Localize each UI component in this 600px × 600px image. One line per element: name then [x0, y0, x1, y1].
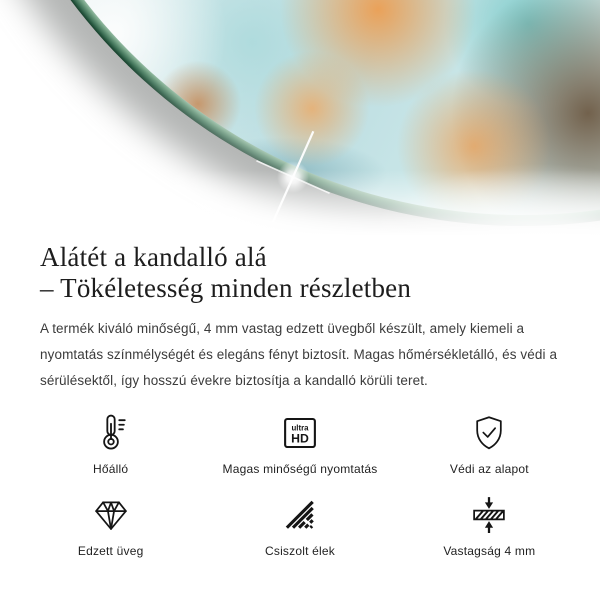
features-grid — [0, 410, 600, 558]
shield-check-icon — [468, 412, 510, 454]
product-image — [0, 0, 600, 236]
thickness-icon — [468, 494, 510, 536]
feature-tempered-glass — [16, 492, 205, 558]
page-title-line1: Alátét a kandalló alá — [40, 242, 267, 272]
feature-protects-base — [395, 410, 584, 476]
feature-ultra-hd-print — [205, 410, 394, 476]
diamond-icon — [90, 494, 132, 536]
product-description: A termék kiváló minőségű, 4 mm vastag edzett üvegből készült, amely kiemeli a nyomtatás színmélységét és elegáns fényt biztosít. Magas hőmérsékletálló, és védi a sérülésektől, így hosszú évekre biztosítja a kandalló körüli teret. — [40, 321, 558, 388]
ultra-hd-text-small: ultra — [291, 423, 309, 433]
feature-label: Védi az alapot — [449, 462, 529, 476]
page-title — [40, 242, 560, 304]
feature-label: Edzett üveg — [77, 544, 144, 558]
feature-heat-resistant — [16, 410, 205, 476]
feature-polished-edges — [205, 492, 394, 558]
page-title-line2: – Tökéletesség minden részletben — [40, 273, 412, 303]
feature-label: Magas minőségű nyomtatás — [222, 462, 378, 476]
feature-thickness-4mm — [395, 492, 584, 558]
ultra-hd-text-large: HD — [291, 431, 309, 446]
thermometer-icon — [89, 411, 133, 455]
feature-label: Hőálló — [93, 462, 129, 476]
feature-label: Vastagság 4 mm — [443, 544, 536, 558]
ultra-hd-icon — [279, 412, 321, 454]
feature-label: Csiszolt élek — [265, 544, 335, 558]
beveled-edge-icon — [279, 494, 321, 536]
